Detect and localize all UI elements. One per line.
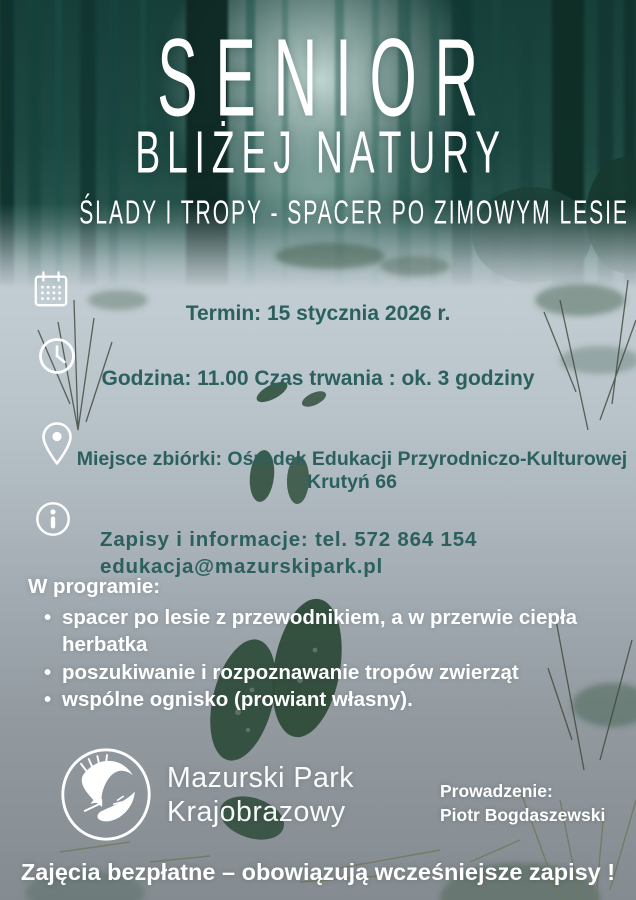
leader-name: Piotr Bogdaszewski [440,805,606,825]
bird-logo-icon [58,746,154,843]
poster-tagline: ŚLADY I TROPY - SPACER PO ZIMOWYM LESIE [79,193,629,231]
location-pin-icon [40,421,74,467]
poster-subtitle: BLIŻEJ NATURY [135,119,508,187]
program-item: • poszukiwanie i rozpoznawanie tropów zwierząt [28,659,606,687]
info-icon [34,500,72,538]
poster-title: SENIOR [157,16,497,140]
leader-block [440,779,605,827]
organizer-logo-block [58,746,354,843]
event-time-text: Godzina: 11.00 Czas trwania : ok. 3 godziny [101,367,535,390]
program-item: • spacer po lesie z przewodnikiem, a w przerwie ciepła herbatka [28,604,606,659]
program-item: • wspólne ognisko (prowiant własny). [28,686,606,714]
event-contact-text: Zapisy i informacje: tel. 572 864 154 edukacja@mazurskipark.pl [100,527,478,578]
event-place-text: Miejsce zbiórki: Ośrodek Edukacji Przyrodniczo-Kulturowej Krutyń 66 [76,447,628,493]
event-date-text: Termin: 15 stycznia 2026 r. [185,302,451,325]
program-section [28,573,606,714]
organizer-name: Mazurski Park Krajobrazowy [167,761,355,828]
footer-note: Zajęcia bezpłatne – obowiązują wcześniejsze zapisy ! [20,859,616,885]
program-heading: W programie: [28,575,161,598]
program-list [28,604,606,714]
leader-label: Prowadzenie: [440,781,553,801]
